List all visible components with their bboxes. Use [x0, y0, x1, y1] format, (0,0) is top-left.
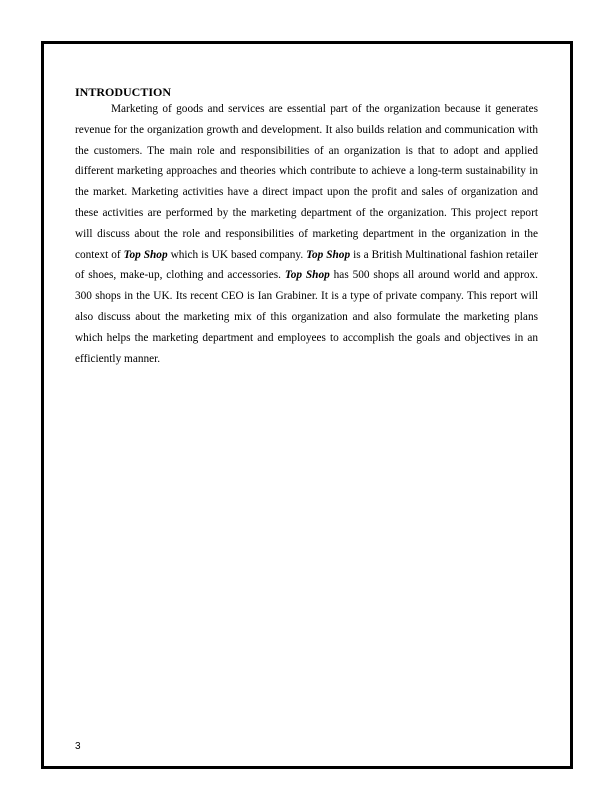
company-name: Top Shop	[123, 248, 168, 261]
page-number: 3	[75, 741, 81, 752]
paragraph-text: is a British Multinational fashion retailer of shoes, make-up, clothing and accessories.	[75, 248, 538, 282]
paragraph-text: Marketing of goods and services are essential part of the organization because it generates revenue for the organization growth and development. It also builds relation and communication with the customers. The main role and responsibilities of an organization is that to adopt and applied different marketing approaches and theories which contribute to achieve a long-term sustainability in the market. Marketing activities have a direct impact upon the profit and sales of organization and these activities are performed by the marketing department of the organization. This project report will discuss about the role and responsibilities of marketing department in the organization in the context of	[75, 103, 538, 261]
company-name: Top Shop	[284, 269, 330, 282]
section-heading: INTRODUCTION	[75, 85, 172, 99]
introduction-paragraph	[75, 99, 538, 369]
paragraph-text: has 500 shops all around world and approx. 300 shops in the UK. Its recent CEO is Ian Grabiner. It is a type of private company. This report will also discuss about the marketing mix of this organization and also formulate the marketing plans which helps the marketing department and employees to accomplish the goals and objectives in an efficiently manner.	[75, 269, 538, 365]
page-content	[75, 85, 538, 369]
company-name: Top Shop	[306, 248, 351, 261]
paragraph-text: which is UK based company.	[167, 248, 307, 261]
